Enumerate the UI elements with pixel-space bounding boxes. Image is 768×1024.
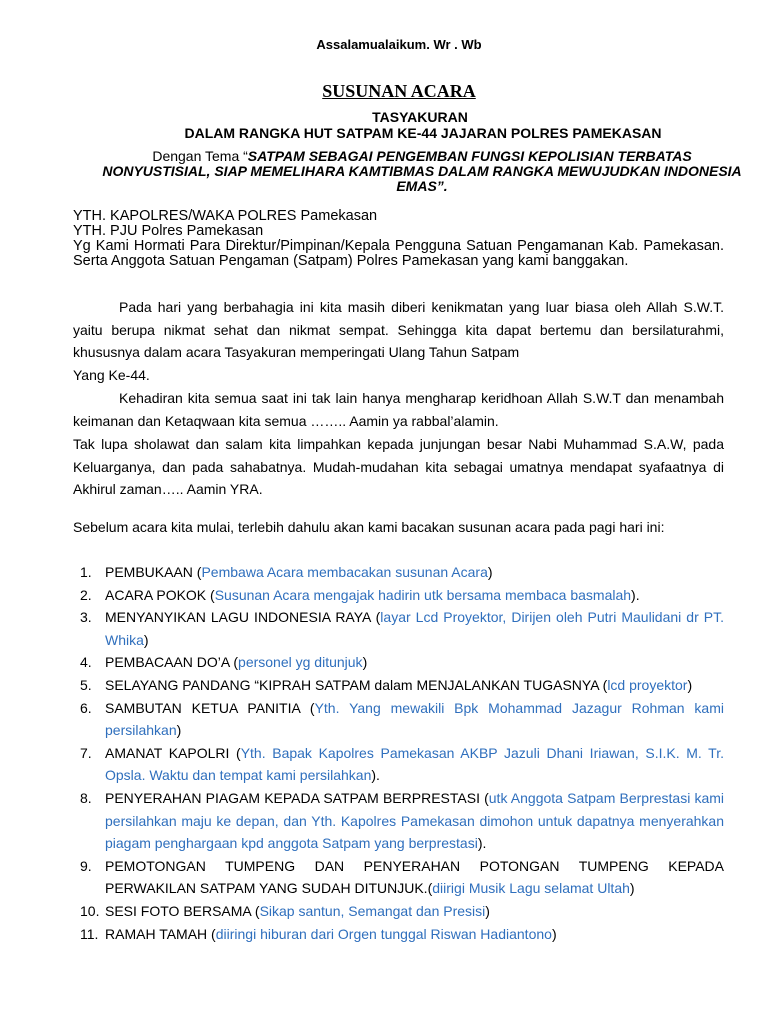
agenda-close: ).	[631, 586, 640, 603]
agenda-close: )	[687, 676, 693, 693]
greeting: Assalamualaikum. Wr . Wb	[316, 37, 482, 52]
agenda-item	[73, 742, 724, 787]
agenda-item	[73, 787, 724, 855]
agenda-item	[73, 606, 724, 651]
opening-paragraph-end: Yang Ke-44.	[73, 366, 150, 383]
agenda-intro: Sebelum acara kita mulai, terlebih dahulu akan kami bacakan susunan acara pada pagi hari ini:	[73, 519, 665, 535]
agenda-item	[73, 855, 724, 900]
theme-text: SATPAM SEBAGAI PENGEMBAN FUNGSI KEPOLISIAN TERBATAS NONYUSTISIAL, SIAP MEMELIHARA KAMTIBMAS DALAM RANGKA MEWUJUDKAN INDONESIA EMAS	[102, 148, 742, 194]
agenda-note: lcd proyektor	[607, 676, 688, 693]
theme-suffix: ”.	[436, 178, 448, 194]
agenda-close: )	[551, 925, 557, 942]
agenda-item	[73, 561, 724, 584]
agenda-close: )	[362, 654, 368, 671]
agenda-title: MENYANYIKAN LAGU INDONESIA RAYA (	[105, 609, 381, 626]
agenda-number: 2.	[80, 586, 92, 603]
agenda-number: 1.	[80, 564, 92, 580]
agenda-item	[73, 697, 724, 742]
agenda-title: SELAYANG PANDANG “KIPRAH SATPAM dalam MENJALANKAN TUGASNYA (	[105, 676, 608, 693]
addressee-pju: YTH. PJU Polres Pamekasan	[73, 223, 264, 239]
sholawat-paragraph: Tak lupa sholawat dan salam kita limpahkan kepada junjungan besar Nabi Muhammad S.A.W, pada Keluarganya, dan pada sahabatnya. Mudah-mudahan kita sebagai umatnya mendapat syafaatnya di Akhirul zaman….. Aamin YRA.	[73, 436, 724, 498]
agenda-note: Yth. Yang mewakili Bpk Mohammad Jazagur Rohman kami persilahkan	[105, 699, 724, 739]
agenda-number: 9.	[80, 857, 92, 874]
agenda-note: diirigi Musik Lagu selamat Ultah	[432, 880, 630, 897]
agenda-note: utk Anggota Satpam Berprestasi kami persilahkan maju ke depan, dan Yth. Kapolres Pamekasan dimohon untuk dapatnya menyerahkan piagam penghargaan kpd anggota Satpam yang berprestasi	[105, 789, 725, 852]
agenda-title: RAMAH TAMAH (	[105, 925, 216, 942]
agenda-title: ACARA POKOK (	[105, 586, 215, 603]
document-title: SUSUNAN ACARA	[322, 81, 476, 101]
agenda-close: )	[176, 722, 182, 739]
agenda-item	[73, 651, 724, 674]
agenda-number: 3.	[80, 609, 92, 626]
agenda-title: PENYERAHAN PIAGAM KEPADA SATPAM BERPRESTASI (	[105, 789, 489, 806]
agenda-number: 8.	[80, 789, 92, 806]
agenda-note: Yth. Bapak Kapolres Pamekasan AKBP Jazuli Dhani Iriawan, S.I.K. M. Tr. Opsla. Waktu dan tempat kami persilahkan	[105, 744, 724, 784]
agenda-title: PEMOTONGAN TUMPENG DAN PENYERAHAN POTONGAN TUMPENG KEPADA PERWAKILAN SATPAM YANG SUDAH DITUNJUK.(	[105, 857, 724, 897]
agenda-number: 7.	[80, 744, 92, 761]
theme-statement	[100, 149, 744, 194]
agenda-title: SESI FOTO BERSAMA (	[105, 902, 260, 919]
subtitle-tasyakuran: TASYAKURAN	[372, 109, 468, 125]
theme-prefix: Dengan Tema “	[152, 148, 248, 164]
agenda-number: 6.	[80, 699, 92, 716]
opening-paragraph-text: Pada hari yang berbahagia ini kita masih diberi kenikmatan yang luar biasa oleh Allah S.W.T. yaitu berupa nikmat sehat dan nikmat sempat. Sehingga kita dapat bertemu dan bersilaturahmi, khususnya dalam acara Tasyakuran memperingati Ulang Tahun Satpam	[73, 299, 724, 361]
agenda-close: )	[143, 631, 149, 648]
agenda-number: 11.	[80, 925, 99, 942]
agenda-note: Pembawa Acara membacakan susunan Acara	[201, 564, 488, 580]
agenda-note: Sikap santun, Semangat dan Presisi	[259, 902, 486, 919]
agenda-item	[73, 674, 724, 697]
agenda-close: ).	[371, 767, 380, 784]
agenda-number: 4.	[80, 654, 92, 671]
agenda-note: personel yg ditunjuk	[238, 654, 363, 671]
agenda-close: )	[487, 564, 493, 580]
agenda-number: 10.	[80, 902, 100, 919]
gratitude-paragraph: Kehadiran kita semua saat ini tak lain hanya mengharap keridhoan Allah S.W.T dan menambah keimanan dan Ketaqwaan kita semua …….. Aamin ya rabbal’alamin.	[73, 390, 724, 429]
agenda-title: SAMBUTAN KETUA PANITIA (	[105, 699, 315, 716]
agenda-number: 5.	[80, 676, 92, 693]
addressee-kapolres: YTH. KAPOLRES/WAKA POLRES Pamekasan	[73, 208, 378, 224]
agenda-item	[73, 900, 724, 923]
opening-paragraph	[73, 296, 724, 386]
agenda-close: ).	[477, 835, 487, 852]
agenda-close: )	[629, 880, 635, 897]
subtitle-event: DALAM RANGKA HUT SATPAM KE-44 JAJARAN POLRES PAMEKASAN	[184, 125, 662, 141]
agenda-title: PEMBUKAAN (	[105, 564, 202, 580]
agenda-title: AMANAT KAPOLRI (	[105, 744, 241, 761]
agenda-item	[73, 923, 724, 946]
agenda-close: )	[485, 902, 490, 919]
agenda-list	[73, 561, 724, 945]
addressee-guests: Yg Kami Hormati Para Direktur/Pimpinan/Kepala Pengguna Satuan Pengamanan Kab. Pamekasan. Serta Anggota Satuan Pengaman (Satpam) Polres Pamekasan yang kami banggakan.	[73, 238, 724, 269]
agenda-note: diiringi hiburan dari Orgen tunggal Riswan Hadiantono	[215, 925, 552, 942]
agenda-item	[73, 584, 724, 607]
agenda-note: Susunan Acara mengajak hadirin utk bersama membaca basmalah	[214, 586, 632, 603]
agenda-note: layar Lcd Proyektor, Dirijen oleh Putri Maulidani dr PT. Whika	[105, 609, 725, 648]
agenda-title: PEMBACAAN DO’A (	[105, 654, 239, 671]
